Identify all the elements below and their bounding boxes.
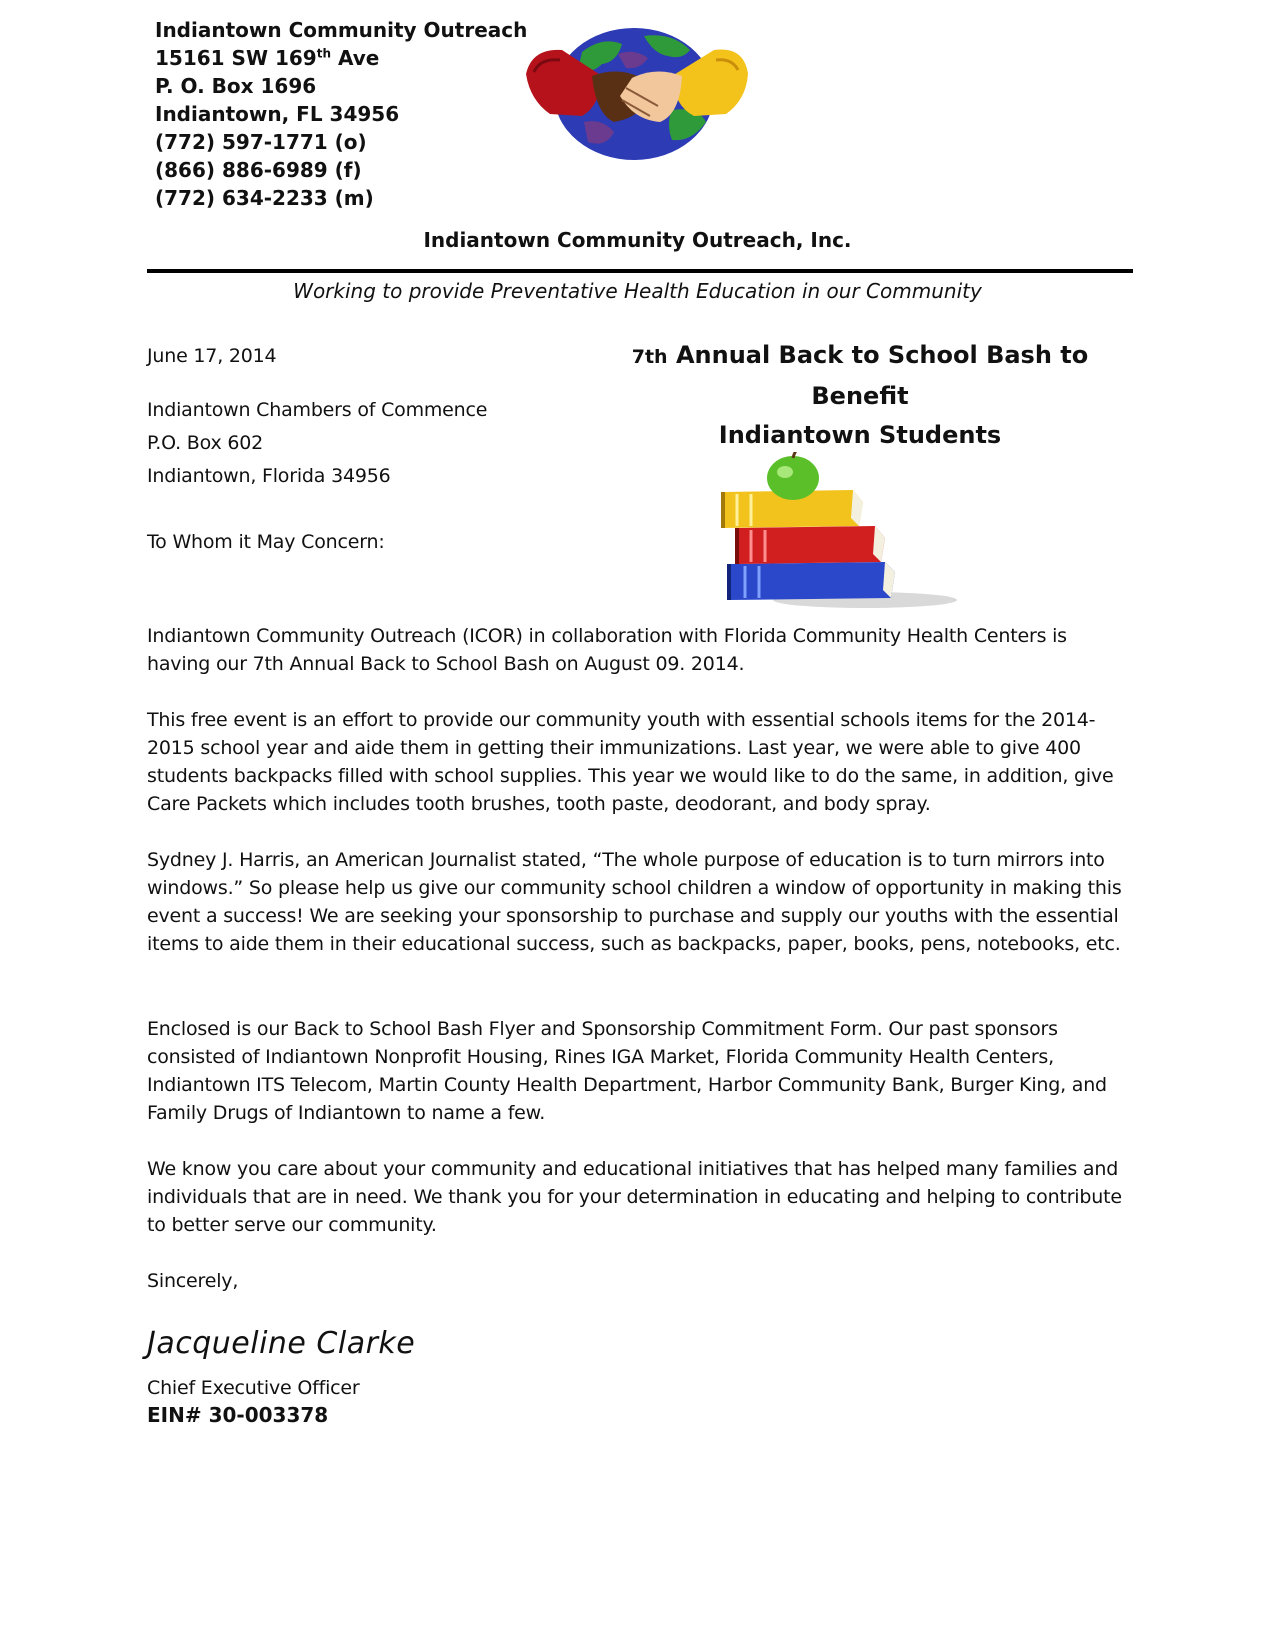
salutation: To Whom it May Concern: xyxy=(147,531,385,553)
event-title xyxy=(580,336,1140,455)
globe-handshake-icon xyxy=(522,14,752,162)
paragraph-event: This free event is an effort to provide our community youth with essential schools items for the 2014-2015 school year and aide them in getting their immunizations. Last year, we were able to give 400 students backpacks filled with school supplies. This year we would like to do the same, in addition, give Care Packets which includes tooth brushes, tooth paste, deodorant, and body spray. xyxy=(147,709,1114,815)
event-title-line2: Indiantown Students xyxy=(718,421,1002,449)
phone-office: (772) 597-1771 (o) xyxy=(155,130,367,154)
tagline: Working to provide Preventative Health Education in our Community xyxy=(293,279,982,303)
event-title-line1: Annual Back to School Bash to Benefit xyxy=(667,341,1089,410)
street-line: 15161 SW 169th Ave xyxy=(155,46,380,70)
recipient-city: Indiantown, Florida 34956 xyxy=(147,465,391,487)
paragraph-sponsors: Enclosed is our Back to School Bash Flyer and Sponsorship Commitment Form. Our past sponsors consisted of Indiantown Nonprofit Housing, Rines IGA Market, Florida Community Health Centers, Indiantown ITS Telecom, Martin County Health Department, Harbor Community Bank, Burger King, and Family Drugs of Indiantown to name a few. xyxy=(147,1018,1107,1124)
phone-mobile: (772) 634-2233 (m) xyxy=(155,186,374,210)
paragraph-intro: Indiantown Community Outreach (ICOR) in collaboration with Florida Community Health Centers is having our 7th Annual Back to School Bash on August 09. 2014. xyxy=(147,625,1067,675)
recipient-box: P.O. Box 602 xyxy=(147,432,264,454)
organization-name: Indiantown Community Outreach, Inc. xyxy=(423,228,852,252)
ein-number: EIN# 30-003378 xyxy=(147,1403,329,1427)
apple-on-books-icon xyxy=(715,452,965,610)
recipient-name: Indiantown Chambers of Commence xyxy=(147,399,488,421)
org-name-line: Indiantown Community Outreach xyxy=(155,18,528,42)
paragraph-thanks: We know you care about your community and educational initiatives that has helped many families and individuals that are in need. We thank you for your determination in educating and helping to contribute to better serve our community. xyxy=(147,1158,1122,1236)
recipient-address xyxy=(147,394,487,493)
phone-fax: (866) 886-6989 (f) xyxy=(155,158,362,182)
signature: Jacqueline Clarke xyxy=(147,1326,416,1361)
letter-date: June 17, 2014 xyxy=(147,345,277,367)
signer-title: Chief Executive Officer xyxy=(147,1377,360,1399)
paragraph-quote: Sydney J. Harris, an American Journalist stated, “The whole purpose of education is to turn mirrors into windows.” So please help us give our community school children a window of opportunity in making this event a success! We are seeking your sponsorship to purchase and supply our youths with the essential items to aide them in their educational success, such as backpacks, paper, books, pens, notebooks, etc. xyxy=(147,849,1122,955)
closing: Sincerely, xyxy=(147,1270,239,1292)
header-divider xyxy=(147,269,1133,273)
letterhead-address xyxy=(155,16,527,212)
po-box-line: P. O. Box 1696 xyxy=(155,74,317,98)
event-title-ordinal: 7th xyxy=(631,346,668,368)
city-line: Indiantown, FL 34956 xyxy=(155,102,400,126)
